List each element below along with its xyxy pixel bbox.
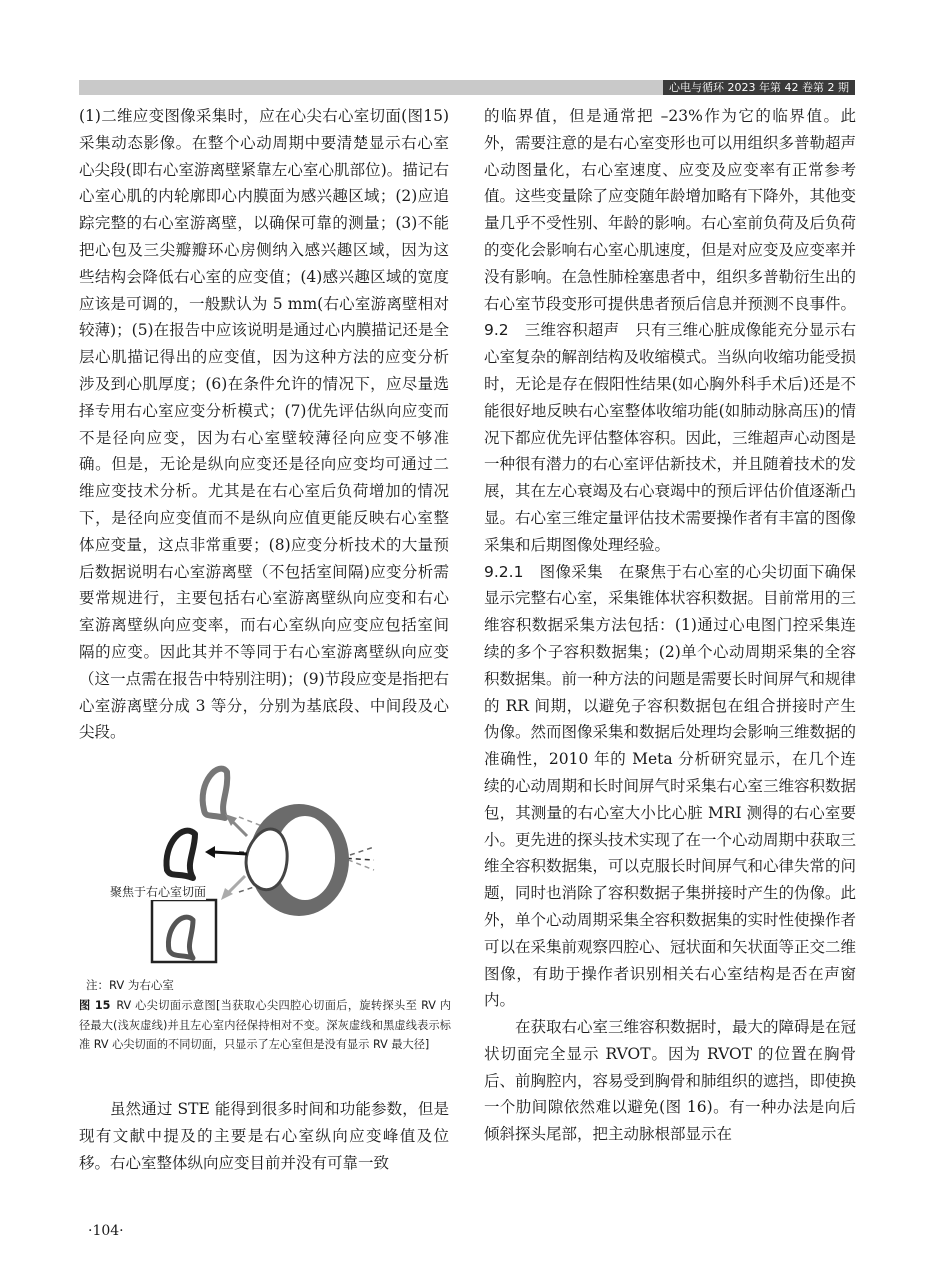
figure-label-focus: 聚焦于右心室切面 — [110, 885, 207, 899]
section-9-2 — [484, 317, 856, 558]
left-column — [79, 103, 449, 746]
section-body: 在聚焦于右心室的心尖切面下确保显示完整右心室，采集锥体状容积数据。目前常用的三维容积数据采集方法包括：(1)通过心电图门控采集连续的多个子容积数据集；(2)单个心动周期采集的全容积数据集。前一种方法的问题是需要长时间屏气和规律的 RR 间期，以避免子容积数据包在组合拼接时产生伪像。然而图像采集和数据后处理均会影响三维数据的准确性，2010 年的 Meta 分析研究显示，在几个连续的心动周期和长时间屏气时采集右心室三维容积数据包，其测量的右心室大小比心脏 MRI 测得的右心室要小。更先进的探头技术实现了在一个心动周期中获取三维全容积数据集，可以克服长时间屏气和心律失常的问题，同时也消除了容积数据子集拼接时产生的伪像。此外，单个心动周期采集全容积数据集的实时性使操作者可以在采集前观察四腔心、冠状面和矢状面等正交二维图像，有助于操作者识别相关右心室结构是否在声窗内。 — [484, 562, 857, 1010]
figure-number: 图 15 — [79, 999, 111, 1012]
paragraph: 的临界值，但是通常把 –23%作为它的临界值。此外，需要注意的是右心室变形也可以用组织多普勒超声心动图量化，右心室速度、应变及应变率有正常参考值。这些变量除了应变随年龄增加略有下降外，其他变量几乎不受性别、年龄的影响。右心室前负荷及后负荷的变化会影响右心室心肌速度，但是对应变及应变率并没有影响。在急性肺栓塞患者中，组织多普勒衍生出的右心室节段变形可提供患者预后信息并预测不良事件。 — [484, 107, 857, 313]
paragraph: 虽然通过 STE 能得到很多时间和功能参数，但是现有文献中提及的主要是右心室纵向应变峰值及位移。右心室整体纵向应变目前并没有可靠一致 — [79, 1100, 449, 1172]
page-number: ·104· — [88, 1223, 124, 1239]
header-bar — [79, 80, 855, 95]
right-column — [484, 103, 856, 1148]
figure-caption-text: RV 心尖切面示意图[当获取心尖四腔心切面后，旋转探头至 RV 内径最大(浅灰虚线)并且左心室内径保持相对不变。深灰虚线和黑虚线表示标准 RV 心尖切面的不同切面，只显示了左心室但是没有显示 RV 最大径] — [79, 999, 451, 1051]
left-lower-text — [79, 1096, 449, 1176]
paragraph: 在获取右心室三维容积数据时，最大的障碍是在冠状切面完全显示 RVOT。因为 RVOT 的位置在胸骨后、前胸腔内，容易受到胸骨和肺组织的遮挡，即使换一个肋间隙依然难以避免(图 16)。有一种办法是向后倾斜探头尾部，把主动脉根部显示在 — [484, 1018, 857, 1144]
rv-apical-diagram — [79, 752, 449, 972]
journal-header: 心电与循环 2023 年第 42 卷第 2 期 — [663, 80, 855, 95]
section-body: 只有三维心脏成像能充分显示右心室复杂的解剖结构及收缩模式。当纵向收缩功能受损时，无论是存在假阳性结果(如心胸外科手术后)还是不能很好地反映右心室整体收缩功能(如肺动脉高压)的情况下都应优先评估整体容积。因此，三维超声心动图是一种很有潜力的右心室评估新技术，并且随着技术的发展，其在左心衰竭及右心衰竭中的预后评估价值逐渐凸显。右心室三维定量评估技术需要操作者有丰富的图像采集和后期图像处理经验。 — [484, 321, 857, 554]
section-title: 9.2.1 图像采集 — [484, 562, 603, 581]
figure-caption — [79, 996, 451, 1055]
section-9-2-1 — [484, 559, 856, 1015]
figure-15 — [79, 752, 449, 972]
paragraph: (1)二维应变图像采集时，应在心尖右心室切面(图15)采集动态影像。在整个心动周期中要清楚显示右心室心尖段(即右心室游离壁紧靠左心室心肌部位)。描记右心室心肌的内轮廓即心内膜面为感兴趣区域；(2)应追踪完整的右心室游离壁，以确保可靠的测量；(3)不能把心包及三尖瓣瓣环心房侧纳入感兴趣区域，因为这些结构会降低右心室的应变值；(4)感兴趣区域的宽度应该是可调的，一般默认为 5 mm(右心室游离壁相对较薄)；(5)在报告中应该说明是通过心内膜描记还是全层心肌描记得出的应变值，因为这种方法的应变分析涉及到心肌厚度；(6)在条件允许的情况下，应尽量选择专用右心室应变分析模式；(7)优先评估纵向应变而不是径向应变，因为右心室壁较薄径向应变不够准确。但是，无论是纵向应变还是径向应变均可通过二维应变技术分析。尤其是在右心室后负荷增加的情况下，是径向应变值而不是纵向应值更能反映右心室整体应变量，这点非常重要；(8)应变分析技术的大量预后数据说明右心室游离壁（不包括室间隔)应变分析需要常规进行，主要包括右心室游离壁纵向应变和右心室游离壁纵向应变率，而右心室纵向应变应包括室间隔的应变。因此其并不等同于右心室游离壁纵向应变（这一点需在报告中特别注明)；(9)节段应变是指把右心室游离壁分成 3 等分，分别为基底段、中间段及心尖段。 — [79, 107, 449, 742]
section-title: 9.2 三维容积超声 — [484, 321, 620, 340]
figure-note: 注：RV 为右心室 — [86, 978, 174, 992]
